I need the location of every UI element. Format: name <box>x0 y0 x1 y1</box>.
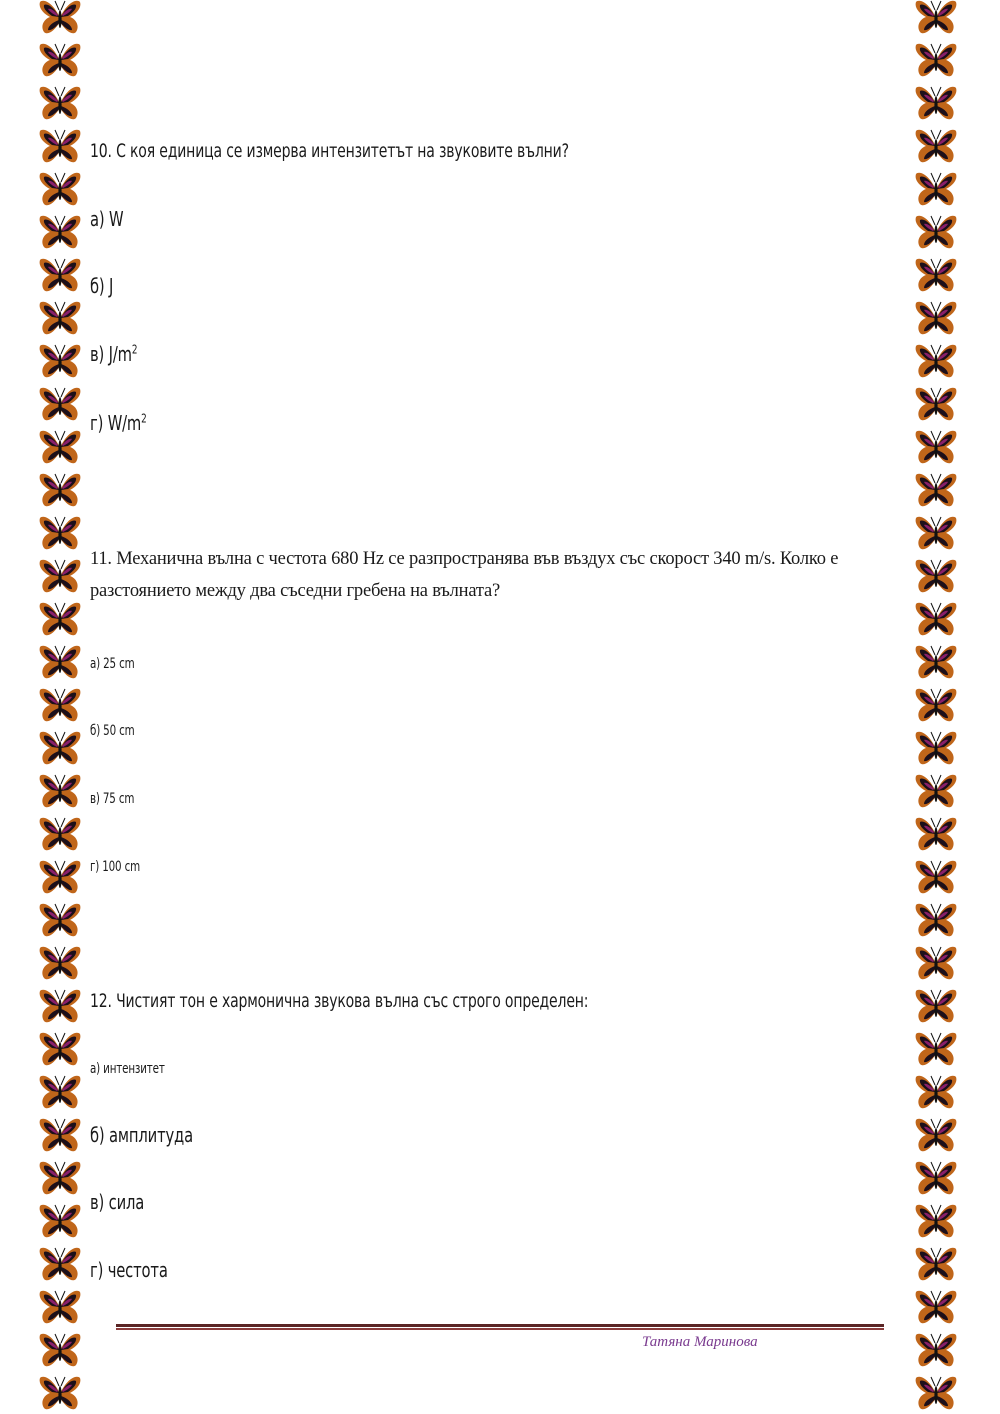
q12-option-d: г) честота <box>90 1258 168 1282</box>
butterfly-icon <box>914 815 958 855</box>
butterfly-icon <box>38 1073 82 1113</box>
q10-option-d: г) $W/m^2$ <box>90 411 147 435</box>
butterfly-icon <box>914 643 958 683</box>
butterfly-icon <box>38 428 82 468</box>
butterfly-icon <box>914 41 958 81</box>
butterfly-icon <box>38 643 82 683</box>
butterfly-icon <box>38 1159 82 1199</box>
butterfly-icon <box>914 514 958 554</box>
butterfly-icon <box>914 342 958 382</box>
butterfly-icon <box>38 944 82 984</box>
butterfly-icon <box>38 557 82 597</box>
butterfly-icon <box>914 1116 958 1156</box>
butterfly-icon <box>914 729 958 769</box>
butterfly-icon <box>914 1331 958 1371</box>
q12-option-a: а) интензитет <box>90 1061 165 1077</box>
butterfly-icon <box>38 1030 82 1070</box>
butterfly-icon <box>38 686 82 726</box>
q10-option-c: в) $J/m^2$ <box>90 342 138 366</box>
butterfly-icon <box>38 901 82 941</box>
butterfly-icon <box>914 1245 958 1285</box>
butterfly-icon <box>38 1245 82 1285</box>
butterfly-icon <box>914 428 958 468</box>
butterfly-icon <box>38 0 82 38</box>
q12-option-b: б) амплитуда <box>90 1123 193 1147</box>
butterfly-icon <box>914 858 958 898</box>
butterfly-icon <box>914 0 958 38</box>
q11-option-a: а) 25 cm <box>90 656 135 672</box>
butterfly-icon <box>38 471 82 511</box>
butterfly-icon <box>38 858 82 898</box>
butterfly-icon <box>38 41 82 81</box>
author-signature: Татяна Маринова <box>642 1334 758 1350</box>
butterfly-icon <box>38 84 82 124</box>
butterfly-icon <box>914 471 958 511</box>
butterfly-icon <box>914 987 958 1027</box>
butterfly-icon <box>38 213 82 253</box>
butterfly-icon <box>914 170 958 210</box>
butterfly-icon <box>38 1202 82 1242</box>
butterfly-icon <box>914 901 958 941</box>
butterfly-icon <box>38 729 82 769</box>
footer-divider <box>116 1324 884 1330</box>
butterfly-icon <box>38 127 82 167</box>
butterfly-icon <box>914 127 958 167</box>
q11-option-d: г) 100 cm <box>90 859 140 875</box>
butterfly-icon <box>38 815 82 855</box>
q10-option-a: а) W <box>90 207 124 231</box>
butterfly-icon <box>914 686 958 726</box>
right-butterfly-border <box>914 0 960 1413</box>
question-12: 12. Чистият тон е хармонична звукова вълна със строго определен: <box>90 990 589 1012</box>
butterfly-icon <box>38 1374 82 1414</box>
butterfly-icon <box>914 1202 958 1242</box>
butterfly-icon <box>38 1116 82 1156</box>
butterfly-icon <box>914 256 958 296</box>
butterfly-icon <box>38 1331 82 1371</box>
butterfly-icon <box>38 514 82 554</box>
q10-option-b: б) J <box>90 274 114 298</box>
butterfly-icon <box>914 600 958 640</box>
butterfly-icon <box>914 1288 958 1328</box>
left-butterfly-border <box>38 0 84 1413</box>
butterfly-icon <box>914 772 958 812</box>
q11-option-c: в) 75 cm <box>90 791 135 807</box>
butterfly-icon <box>914 1374 958 1414</box>
butterfly-icon <box>38 600 82 640</box>
question-11: 11. Механична вълна с честота 680 Hz се разпространява във въздух със скорост 340 m/s. Колко е разстоянието между два съседни гребена на вълната? <box>90 549 839 601</box>
butterfly-icon <box>38 170 82 210</box>
butterfly-icon <box>914 1073 958 1113</box>
q12-option-c: в) сила <box>90 1190 145 1214</box>
butterfly-icon <box>914 557 958 597</box>
butterfly-icon <box>914 1159 958 1199</box>
butterfly-icon <box>38 256 82 296</box>
butterfly-icon <box>914 299 958 339</box>
butterfly-icon <box>38 342 82 382</box>
butterfly-icon <box>914 944 958 984</box>
butterfly-icon <box>38 772 82 812</box>
butterfly-icon <box>38 987 82 1027</box>
q11-option-b: б) 50 cm <box>90 723 135 739</box>
butterfly-icon <box>914 213 958 253</box>
butterfly-icon <box>38 299 82 339</box>
butterfly-icon <box>38 385 82 425</box>
question-10: 10. С коя единица се измерва интензитетът на звуковите вълни? <box>90 140 569 162</box>
butterfly-icon <box>914 385 958 425</box>
butterfly-icon <box>914 84 958 124</box>
butterfly-icon <box>914 1030 958 1070</box>
butterfly-icon <box>38 1288 82 1328</box>
